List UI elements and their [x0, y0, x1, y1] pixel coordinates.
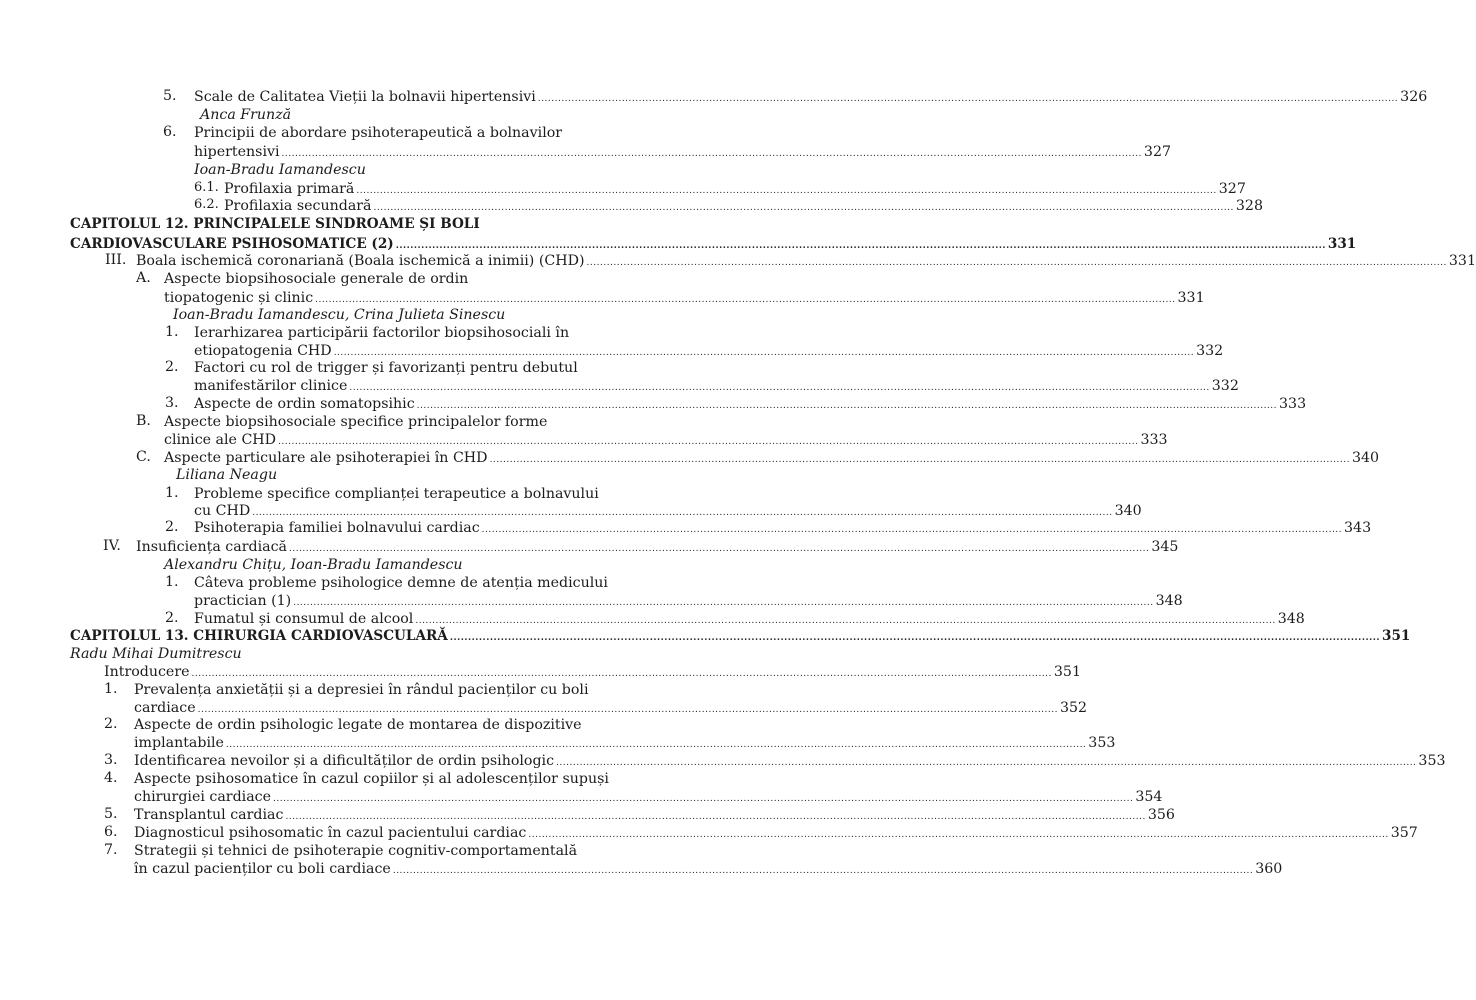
page-number: 332 [1211, 378, 1239, 394]
page-number: 340 [1114, 503, 1142, 519]
author-name: Alexandru Chițu, Ioan-Bradu Iamandescu [164, 557, 463, 573]
entry-number: 1. [165, 574, 179, 590]
chapter-title-line: CAPITOLUL 12. PRINCIPALELE SINDROAME ȘI BOLI [70, 216, 480, 232]
toc-entry-psihoterapia-familiei[interactable] [194, 519, 1372, 538]
author-name: Anca Frunză [200, 107, 292, 123]
entry-title-line: Ierarhizarea participării factorilor biopsihosociali în [194, 325, 570, 341]
page-number: 348 [1155, 593, 1183, 609]
entry-title-line: Probleme specifice complianței terapeutice a bolnavului [194, 486, 599, 502]
entry-title: chirurgiei cardiace [134, 789, 271, 805]
entry-title-line: Principii de abordare psihoterapeutică a bolnavilor [194, 125, 563, 141]
entry-number: B. [136, 413, 151, 429]
author-name: Liliana Neagu [176, 467, 278, 483]
page-number: 345 [1151, 539, 1179, 555]
page-number: 333 [1140, 432, 1168, 448]
entry-number: 2. [104, 716, 118, 732]
toc-entry-cateva-probleme[interactable] [194, 592, 1183, 611]
entry-number: 2. [165, 359, 179, 375]
dot-leader [587, 254, 1447, 273]
entry-title: Profilaxia secundară [224, 198, 372, 214]
entry-title: hipertensivi [194, 144, 280, 160]
page-number: 331 [1177, 290, 1205, 306]
toc-entry-boala-ischemica[interactable] [136, 252, 1476, 271]
entry-title: cardiace [134, 700, 196, 716]
entry-number: 2. [165, 610, 179, 626]
entry-number: 3. [104, 752, 118, 768]
toc-entry-identificarea-nevoilor[interactable] [134, 752, 1446, 771]
entry-title: Aspecte particulare ale psihoterapiei în CHD [164, 450, 488, 466]
entry-title: tiopatogenic și clinic [164, 290, 314, 306]
entry-title: Transplantul cardiac [134, 807, 284, 823]
entry-number: 1. [104, 681, 118, 697]
page-number: 348 [1277, 611, 1305, 627]
page-number: 351 [1381, 628, 1411, 644]
toc-entry-somatopsihic[interactable] [194, 395, 1307, 414]
entry-number: 7. [104, 842, 118, 858]
page-number: 340 [1351, 450, 1380, 466]
entry-title-line: Aspecte biopsihosociale specifice principalelor forme [164, 414, 548, 430]
entry-number: 5. [104, 806, 118, 822]
toc-entry-factori-trigger[interactable] [194, 377, 1239, 396]
dot-leader [282, 145, 1142, 164]
entry-number: 1. [165, 324, 179, 340]
entry-number: 2. [165, 519, 179, 535]
dot-leader [374, 199, 1234, 218]
chapter-title: CAPITOLUL 13. CHIRURGIA CARDIOVASCULARĂ [70, 628, 448, 644]
dot-leader [490, 451, 1350, 470]
entry-title-line: Strategii și tehnici de psihoterapie cognitiv-comportamentală [134, 843, 578, 859]
toc-entry-transplantul-cardiac[interactable] [134, 806, 1175, 825]
entry-title: Introducere [104, 664, 190, 680]
entry-title: Fumatul și consumul de alcool [194, 611, 414, 627]
entry-title: manifestărilor clinice [194, 378, 348, 394]
toc-entry-principii-abordare[interactable] [194, 143, 1172, 162]
toc-entry-dispozitive-implantabile[interactable] [134, 734, 1116, 753]
entry-title: în cazul pacienților cu boli cardiace [134, 861, 391, 877]
entry-title: Psihoterapia familiei bolnavului cardiac [194, 520, 480, 536]
entry-title: Identificarea nevoilor și a dificultăților de ordin psihologic [134, 753, 555, 769]
page-number: 327 [1143, 144, 1172, 160]
entry-number: 6. [104, 824, 118, 840]
toc-entry-forme-clinice[interactable] [164, 431, 1168, 450]
author-name: Radu Mihai Dumitrescu [70, 646, 242, 662]
entry-title: Insuficiența cardiacă [136, 539, 287, 555]
entry-number: 5. [163, 88, 177, 104]
page-number: 353 [1418, 753, 1446, 769]
page-number: 326 [1400, 89, 1428, 105]
entry-title-line: Câteva probleme psihologice demne de atenția medicului [194, 575, 608, 591]
entry-title: practician (1) [194, 593, 292, 609]
entry-title-line: Factori cu rol de trigger și favorizanți pentru debutul [194, 360, 578, 376]
entry-title-line: Prevalența anxietății și a depresiei în rândul pacienților cu boli [134, 682, 589, 698]
toc-entry-profilaxia-secundara[interactable] [224, 197, 1263, 216]
entry-number: A. [136, 270, 151, 286]
entry-title: Boala ischemică coronariană (Boala ischemică a inimii) (CHD) [136, 253, 585, 269]
page-number: 331 [1448, 253, 1476, 269]
entry-title: Diagnosticul psihosomatic în cazul pacientului cardiac [134, 825, 527, 841]
toc-entry-diagnosticul-psihosomatic[interactable] [134, 824, 1418, 843]
toc-entry-strategii-psihoterapie[interactable] [134, 860, 1283, 879]
page-number: 360 [1255, 861, 1283, 877]
page-number: 357 [1390, 825, 1418, 841]
page-number: 352 [1059, 700, 1088, 716]
toc-entry-copii-adolescenti[interactable] [134, 788, 1163, 807]
entry-number: 1. [165, 485, 179, 501]
entry-title: Aspecte de ordin somatopsihic [194, 396, 415, 412]
dot-leader [393, 862, 1253, 881]
entry-number: 6.1. [194, 180, 219, 195]
entry-title: etiopatogenia CHD [194, 343, 332, 359]
entry-title: implantabile [134, 735, 224, 751]
dot-leader [538, 90, 1398, 109]
toc-entry-introducere[interactable] [104, 663, 1081, 682]
page-number: 351 [1053, 664, 1081, 680]
entry-title: cu CHD [194, 503, 251, 519]
dot-leader [528, 826, 1388, 845]
entry-title-line: Aspecte de ordin psihologic legate de montarea de dispozitive [134, 717, 582, 733]
entry-title: clinice ale CHD [164, 432, 277, 448]
page-number: 331 [1327, 236, 1357, 252]
page-number: 343 [1344, 520, 1372, 536]
entry-number: C. [136, 449, 151, 465]
toc-entry-insuficienta-cardiaca[interactable] [136, 538, 1179, 557]
entry-number: 6. [163, 124, 177, 140]
entry-number: 4. [104, 770, 118, 786]
entry-number: III. [105, 252, 127, 268]
toc-chapter-13[interactable] [70, 627, 1411, 646]
entry-title: Profilaxia primară [224, 181, 355, 197]
author-name: Ioan-Bradu Iamandescu, Crina Julieta Sinescu [173, 307, 506, 323]
page-number: 356 [1147, 807, 1175, 823]
toc-entry-scale-calitatea-vietii[interactable] [194, 88, 1428, 107]
page-number: 332 [1196, 343, 1224, 359]
page-number: 328 [1235, 198, 1263, 214]
page-number: 333 [1279, 396, 1307, 412]
dot-leader [450, 629, 1380, 648]
page-number: 353 [1088, 735, 1116, 751]
entry-title-line: Aspecte biopsihosociale generale de ordin [164, 271, 469, 287]
author-name: Ioan-Bradu Iamandescu [194, 162, 366, 178]
page-number: 354 [1135, 789, 1163, 805]
entry-number: 3. [165, 395, 179, 411]
page-number: 327 [1218, 181, 1246, 197]
chapter-title: CARDIOVASCULARE PSIHOSOMATICE (2) [70, 236, 394, 252]
dot-leader [556, 754, 1416, 773]
entry-title-line: Aspecte psihosomatice în cazul copiilor și al adolescenților supuși [134, 771, 609, 787]
entry-number: 6.2. [194, 197, 219, 212]
entry-number: IV. [103, 538, 121, 554]
entry-title: Scale de Calitatea Vieții la bolnavii hipertensivi [194, 89, 536, 105]
